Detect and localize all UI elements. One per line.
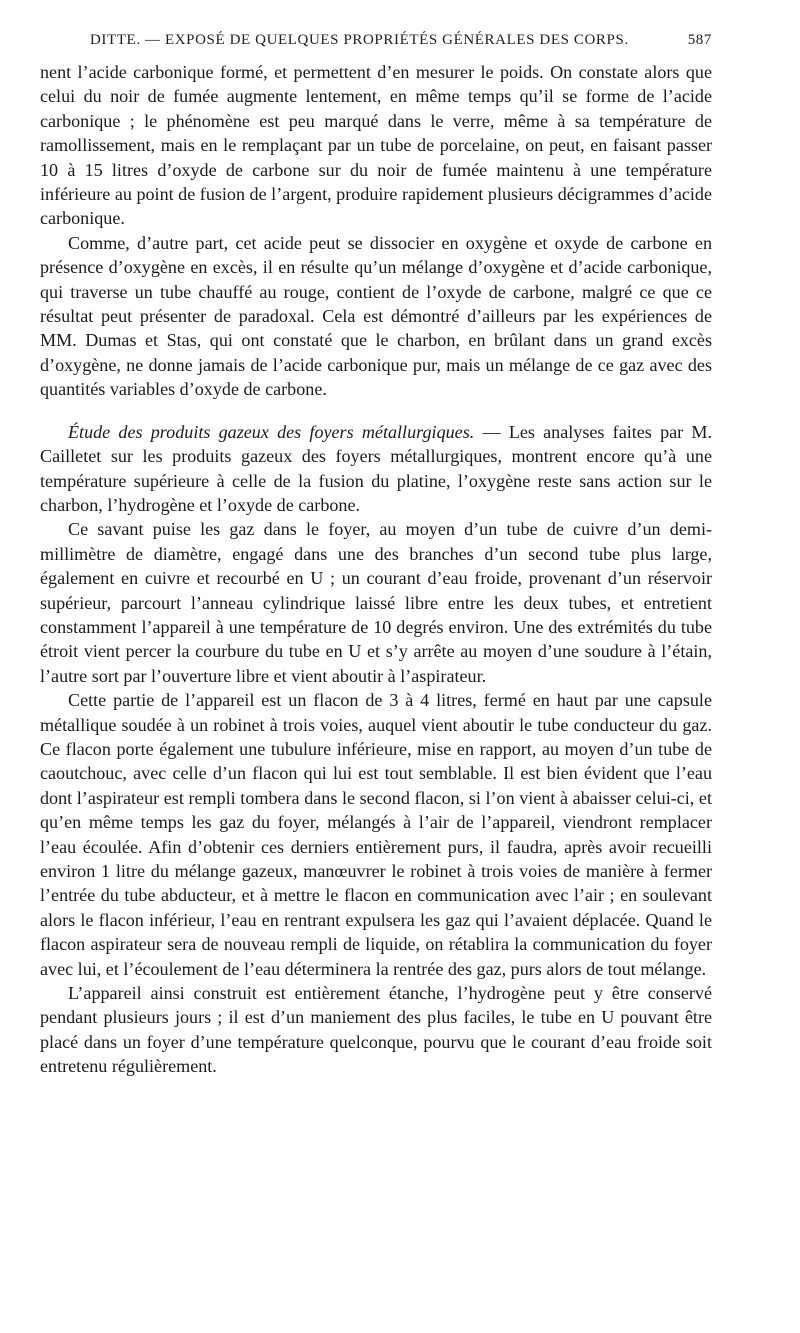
section-title: Étude des produits gazeux des foyers métallurgiques. (68, 421, 475, 442)
section-first-text: Les analyses faites par M. Cailletet sur les produits gazeux des foyers métallurgiques, montrent encore qu’à une température supérieure à celle de la fusion du platine, l’oxygène reste sans action sur le charbon, l’hydrogène et l’oxyde de carbone. (40, 421, 713, 515)
body-text (40, 60, 712, 1079)
paragraph-continued: nent l’acide carbonique formé, et permettent d’en mesurer le poids. On constate alors que celui du noir de fumée augmente lentement, en même temps qu’il se forme de l’acide carbonique ; le phénomène est peu marqué dans le verre, même à sa température de ramollissement, mais en le remplaçant par un tube de porcelaine, on peut, en faisant passer 10 à 15 litres d’oxyde de carbone sur du noir de fumée maintenu à une température inférieure au point de fusion de l’argent, produire rapidement plusieurs décigrammes d’acide carbonique. (40, 62, 712, 229)
paragraph: L’appareil ainsi construit est entièrement étanche, l’hydrogène peut y être conservé pendant plusieurs jours ; il est d’un maniement des plus faciles, le tube en U pouvant être placé dans un foyer d’une température quelconque, pourvu que le courant d’eau froide soit entretenu régulièrement. (40, 983, 712, 1077)
running-title: DITTE. — EXPOSÉ DE QUELQUES PROPRIÉTÉS GÉNÉRALES DES CORPS. (90, 32, 629, 48)
section-paragraph (40, 420, 712, 518)
section-title-dash: — (474, 421, 509, 442)
running-header (40, 32, 712, 56)
page-number: 587 (687, 32, 712, 48)
paragraph: Ce savant puise les gaz dans le foyer, au moyen d’un tube de cuivre d’un demi-millimètre de diamètre, engagé dans une des branches d’un second tube plus large, également en cuivre et recourbé en U ; un courant d’eau froide, provenant d’un réservoir supérieur, parcourt l’anneau cylindrique laissé libre entre les deux tubes, et entretient constamment l’appareil à une température de 10 degrés environ. Une des extrémités du tube étroit vient percer la courbure du tube en U et s’y arrête au moyen d’une soudure à l’étain, l’autre sort par l’ouverture libre et vient aboutir à l’aspirateur. (40, 519, 712, 686)
paragraph: Comme, d’autre part, cet acide peut se dissocier en oxygène et oxyde de carbone en présence d’oxygène en excès, il en résulte qu’un mélange d’oxygène et d’acide carbonique, qui traverse un tube chauffé au rouge, contient de l’oxyde de carbone, malgré ce que ce résultat peut présenter de paradoxal. Cela est démontré d’ailleurs par les expériences de MM. Dumas et Stas, qui ont constaté que le charbon, en brûlant dans un grand excès d’oxygène, ne donne jamais de l’acide carbonique pur, mais un mélange de ce gaz avec des quantités variables d’oxyde de carbone. (40, 232, 712, 400)
paragraph: Cette partie de l’appareil est un flacon de 3 à 4 litres, fermé en haut par une capsule métallique soudée à un robinet à trois voies, auquel vient aboutir le tube conducteur du gaz. Ce flacon porte également une tubulure inférieure, mise en rapport, au moyen d’un tube de caoutchouc, avec celle d’un flacon qui lui est tout semblable. Il est bien évident que l’eau dont l’aspirateur est rempli tombera dans le second flacon, si l’on vient à abaisser celui-ci, et qu’en même temps les gaz du foyer, mélangés à l’air de l’appareil, viendront remplacer l’eau écoulée. Afin d’obtenir ces derniers entièrement purs, il faudra, après avoir recueilli environ 1 litre du mélange gazeux, manœuvrer le robinet à trois voies de manière à fermer l’entrée du tube abducteur, et à mettre le flacon en communication avec l’air ; en soulevant alors le flacon inférieur, l’eau en rentrant expulsera les gaz qui l’avaient déplacée. Quand le flacon aspirateur sera de nouveau rempli de liquide, on rétablira la communication du foyer avec lui, et l’écoulement de l’eau déterminera la rentrée des gaz, purs alors de tout mélange. (40, 690, 712, 979)
